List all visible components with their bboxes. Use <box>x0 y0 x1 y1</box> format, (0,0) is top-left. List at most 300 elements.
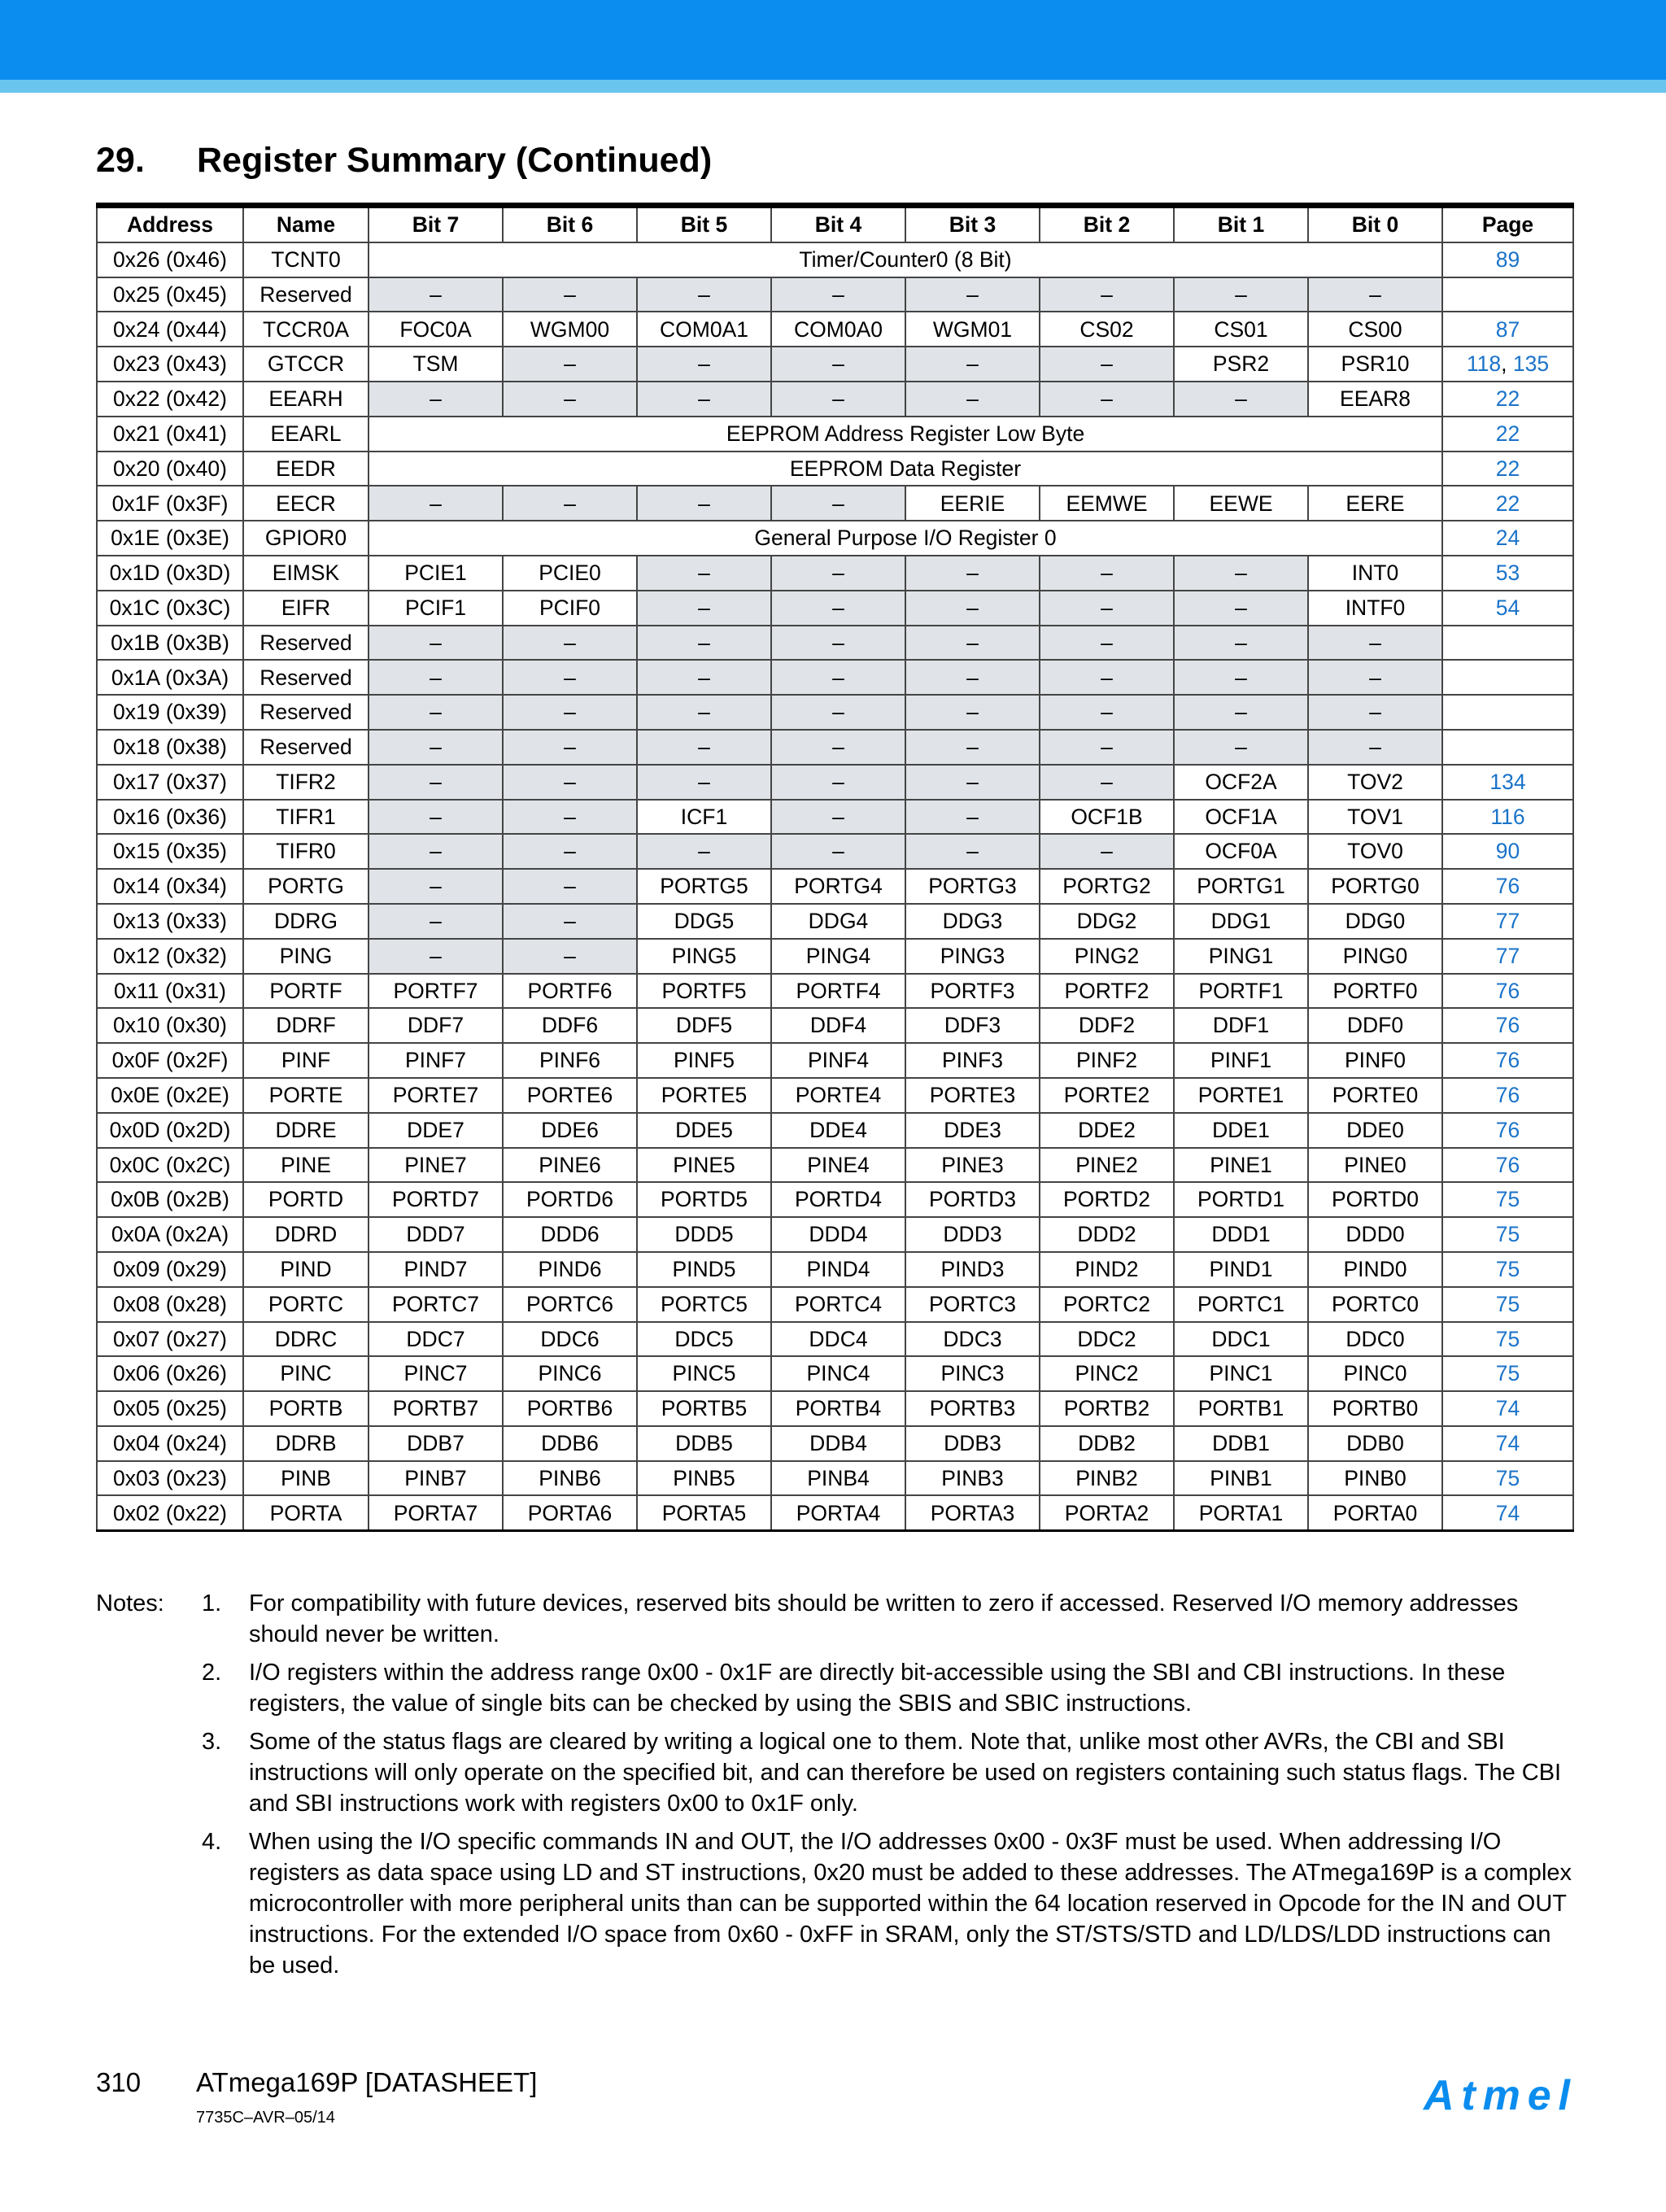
register-name: DDRB <box>243 1426 369 1461</box>
register-name: PING <box>243 939 369 974</box>
bit-cell: ICF1 <box>637 800 771 835</box>
bit-cell: DDE3 <box>905 1113 1040 1148</box>
column-header: Name <box>243 206 369 242</box>
table-row <box>97 486 1573 521</box>
table-row <box>97 417 1573 452</box>
bit-cell: PORTF1 <box>1174 974 1308 1009</box>
page-link[interactable]: 74 <box>1495 1431 1520 1456</box>
bit-cell: PINB4 <box>771 1461 905 1496</box>
bit-cell: PORTD6 <box>503 1182 637 1217</box>
page-link[interactable]: 76 <box>1495 1117 1520 1142</box>
page-link[interactable]: 118 <box>1466 351 1502 377</box>
header-band <box>0 0 1666 80</box>
register-address: 0x26 (0x46) <box>97 242 243 277</box>
bit-cell: PINB1 <box>1174 1461 1308 1496</box>
bit-cell: – <box>771 765 905 800</box>
page-link[interactable]: 76 <box>1495 1083 1520 1108</box>
bit-cell: INT0 <box>1308 556 1442 591</box>
bit-cell: PORTE2 <box>1040 1078 1174 1113</box>
bit-cell: PINF2 <box>1040 1043 1174 1078</box>
table-row <box>97 1078 1573 1113</box>
register-address: 0x20 (0x40) <box>97 452 243 486</box>
register-address: 0x22 (0x42) <box>97 382 243 417</box>
bit-cell: PINC4 <box>771 1356 905 1391</box>
bit-cell: – <box>771 347 905 382</box>
page-ref-cell <box>1442 417 1573 452</box>
bit-cell: PINF3 <box>905 1043 1040 1078</box>
page-link[interactable]: 76 <box>1495 1048 1520 1073</box>
bit-cell: – <box>1040 277 1174 312</box>
bit-cell: – <box>369 660 503 695</box>
bit-cell: PORTC4 <box>771 1287 905 1322</box>
note-number: 3. <box>202 1729 222 1755</box>
register-description: Timer/Counter0 (8 Bit) <box>369 242 1442 277</box>
bit-cell: CS02 <box>1040 312 1174 347</box>
bit-cell: – <box>503 277 637 312</box>
bit-cell: – <box>637 834 771 869</box>
column-header: Bit 3 <box>905 206 1040 242</box>
bit-cell: – <box>771 626 905 661</box>
table-row <box>97 521 1573 556</box>
page-link[interactable]: 75 <box>1495 1291 1520 1316</box>
bit-cell: – <box>503 695 637 730</box>
bit-cell: PINC6 <box>503 1356 637 1391</box>
bit-cell: – <box>1040 626 1174 661</box>
bit-cell: DDD6 <box>503 1217 637 1252</box>
table-row <box>97 660 1573 695</box>
page-ref-cell <box>1442 730 1573 765</box>
register-name: DDRG <box>243 904 369 939</box>
table-row <box>97 1008 1573 1043</box>
page-link[interactable]: 76 <box>1495 978 1520 1003</box>
table-row <box>97 312 1573 347</box>
register-address: 0x1A (0x3A) <box>97 660 243 695</box>
bit-cell: – <box>905 626 1040 661</box>
bit-cell: – <box>637 660 771 695</box>
bit-cell: DDF6 <box>503 1008 637 1043</box>
bit-cell: PORTC0 <box>1308 1287 1442 1322</box>
register-address: 0x1E (0x3E) <box>97 521 243 556</box>
bit-cell: – <box>905 695 1040 730</box>
register-name: TIFR2 <box>243 765 369 800</box>
notes-label: Notes: <box>96 1590 164 1616</box>
bit-cell: PINB6 <box>503 1461 637 1496</box>
page-link[interactable]: 74 <box>1495 1396 1520 1421</box>
bit-cell: PING4 <box>771 939 905 974</box>
table-row <box>97 1217 1573 1252</box>
bit-cell: – <box>503 939 637 974</box>
column-header: Bit 6 <box>503 206 637 242</box>
bit-cell: – <box>905 277 1040 312</box>
bit-cell: – <box>637 556 771 591</box>
page-link[interactable]: 90 <box>1495 839 1520 864</box>
bit-cell: PING0 <box>1308 939 1442 974</box>
register-name: PORTF <box>243 974 369 1009</box>
bit-cell: PORTF3 <box>905 974 1040 1009</box>
register-address: 0x25 (0x45) <box>97 277 243 312</box>
bit-cell: – <box>1174 730 1308 765</box>
table-row <box>97 695 1573 730</box>
bit-cell: PIND2 <box>1040 1252 1174 1287</box>
bit-cell: PINB0 <box>1308 1461 1442 1496</box>
bit-cell: PINE1 <box>1174 1148 1308 1183</box>
page-ref-cell <box>1442 939 1573 974</box>
bit-cell: DDB1 <box>1174 1426 1308 1461</box>
page-link[interactable]: 75 <box>1495 1187 1520 1212</box>
bit-cell: PORTF7 <box>369 974 503 1009</box>
document-title: ATmega169P [DATASHEET] <box>196 2067 538 2097</box>
bit-cell: DDC5 <box>637 1322 771 1357</box>
register-name: PORTA <box>243 1495 369 1530</box>
bit-cell: – <box>905 382 1040 417</box>
page-ref-cell <box>1442 1182 1573 1217</box>
register-address: 0x1D (0x3D) <box>97 556 243 591</box>
bit-cell: PINC0 <box>1308 1356 1442 1391</box>
bit-cell: PINB3 <box>905 1461 1040 1496</box>
bit-cell: PCIF1 <box>369 591 503 626</box>
register-description: General Purpose I/O Register 0 <box>369 521 1442 556</box>
register-name: PINF <box>243 1043 369 1078</box>
page-ref-cell <box>1442 834 1573 869</box>
bit-cell: PORTE3 <box>905 1078 1040 1113</box>
page-link[interactable]: 87 <box>1495 316 1520 342</box>
register-address: 0x19 (0x39) <box>97 695 243 730</box>
register-name: PINE <box>243 1148 369 1183</box>
bit-cell: DDB0 <box>1308 1426 1442 1461</box>
bit-cell: EEMWE <box>1040 486 1174 521</box>
page-ref-cell <box>1442 277 1573 312</box>
register-name: Reserved <box>243 277 369 312</box>
note-text: For compatibility with future devices, reserved bits should be written to zero if accessed. Reserved I/O memory addresses should never be written. <box>249 1590 1519 1647</box>
register-name: PORTE <box>243 1078 369 1113</box>
bit-cell: – <box>503 347 637 382</box>
bit-cell: TOV1 <box>1308 800 1442 835</box>
page-link[interactable]: 116 <box>1490 804 1525 829</box>
bit-cell: PINF5 <box>637 1043 771 1078</box>
register-address: 0x15 (0x35) <box>97 834 243 869</box>
bit-cell: – <box>637 730 771 765</box>
page-link[interactable]: 22 <box>1495 421 1520 446</box>
column-header: Address <box>97 206 243 242</box>
register-name: DDRE <box>243 1113 369 1148</box>
bit-cell: DDG5 <box>637 904 771 939</box>
bit-cell: DDE5 <box>637 1113 771 1148</box>
register-address: 0x02 (0x22) <box>97 1495 243 1530</box>
bit-cell: PORTG5 <box>637 869 771 904</box>
bit-cell: – <box>369 695 503 730</box>
register-name: PINC <box>243 1356 369 1391</box>
bit-cell: DDC4 <box>771 1322 905 1357</box>
bit-cell: – <box>1308 277 1442 312</box>
bit-cell: EEWE <box>1174 486 1308 521</box>
bit-cell: PORTE1 <box>1174 1078 1308 1113</box>
bit-cell: PING3 <box>905 939 1040 974</box>
bit-cell: PIND5 <box>637 1252 771 1287</box>
bit-cell: DDD4 <box>771 1217 905 1252</box>
note-item <box>96 1826 1577 1981</box>
register-name: EEARL <box>243 417 369 452</box>
page-link[interactable]: 135 <box>1512 351 1550 377</box>
page-link[interactable]: 76 <box>1495 874 1520 899</box>
bit-cell: DDB2 <box>1040 1426 1174 1461</box>
page-link[interactable]: 75 <box>1495 1361 1520 1386</box>
table-row <box>97 1043 1573 1078</box>
bit-cell: – <box>503 869 637 904</box>
page-ref-cell <box>1442 1043 1573 1078</box>
bit-cell: – <box>503 486 637 521</box>
bit-cell: PORTG0 <box>1308 869 1442 904</box>
bit-cell: EERIE <box>905 486 1040 521</box>
note-indent <box>96 1657 202 1719</box>
bit-cell: – <box>503 730 637 765</box>
bit-cell: PSR10 <box>1308 347 1442 382</box>
register-address: 0x16 (0x36) <box>97 800 243 835</box>
bit-cell: PINF7 <box>369 1043 503 1078</box>
bit-cell: PINC1 <box>1174 1356 1308 1391</box>
bit-cell: DDC1 <box>1174 1322 1308 1357</box>
bit-cell: DDE6 <box>503 1113 637 1148</box>
page-link[interactable]: 77 <box>1495 943 1520 968</box>
table-row <box>97 1461 1573 1496</box>
page-number: 310 <box>96 2067 142 2097</box>
page-link[interactable]: 22 <box>1495 386 1520 412</box>
table-row <box>97 347 1573 382</box>
bit-cell: – <box>905 800 1040 835</box>
table-row <box>97 730 1573 765</box>
bit-cell: – <box>771 277 905 312</box>
note-text: I/O registers within the address range 0x00 - 0x1F are directly bit-accessible using the SBI and CBI instructions. In these registers, the value of single bits can be checked by using the SBIS and SBIC instructions. <box>249 1660 1506 1717</box>
bit-cell: – <box>369 382 503 417</box>
page-link[interactable]: 77 <box>1495 909 1520 934</box>
register-address: 0x03 (0x23) <box>97 1461 243 1496</box>
register-name: TCNT0 <box>243 242 369 277</box>
page-ref-cell <box>1442 1426 1573 1461</box>
page-link[interactable]: 76 <box>1495 1152 1520 1177</box>
bit-cell: PORTA3 <box>905 1495 1040 1530</box>
bit-cell: – <box>637 765 771 800</box>
register-name: TIFR1 <box>243 800 369 835</box>
bit-cell: CS00 <box>1308 312 1442 347</box>
column-header: Page <box>1442 206 1573 242</box>
bit-cell: – <box>771 556 905 591</box>
bit-cell: PINE2 <box>1040 1148 1174 1183</box>
bit-cell: PIND3 <box>905 1252 1040 1287</box>
bit-cell: – <box>637 347 771 382</box>
page-ref-cell <box>1442 591 1573 626</box>
table-row <box>97 452 1573 486</box>
page-ref-cell <box>1442 1148 1573 1183</box>
bit-cell: – <box>369 869 503 904</box>
bit-cell: PINF1 <box>1174 1043 1308 1078</box>
bit-cell: DDG1 <box>1174 904 1308 939</box>
bit-cell: – <box>503 626 637 661</box>
register-address: 0x14 (0x34) <box>97 869 243 904</box>
bit-cell: OCF0A <box>1174 834 1308 869</box>
bit-cell: OCF1A <box>1174 800 1308 835</box>
note-text: Some of the status flags are cleared by writing a logical one to them. Note that, unlike most other AVRs, the CBI and SBI instructions will only operate on the specified bit, and can therefore be used on registers containing such status flags. The CBI and SBI instructions work with registers 0x00 to 0x1F only. <box>249 1729 1562 1817</box>
bit-cell: PINF0 <box>1308 1043 1442 1078</box>
bit-cell: – <box>637 626 771 661</box>
bit-cell: PORTD0 <box>1308 1182 1442 1217</box>
bit-cell: – <box>1308 626 1442 661</box>
bit-cell: – <box>771 695 905 730</box>
bit-cell: – <box>1040 695 1174 730</box>
bit-cell: PORTD5 <box>637 1182 771 1217</box>
bit-cell: PIND4 <box>771 1252 905 1287</box>
bit-cell: PORTC6 <box>503 1287 637 1322</box>
page-link[interactable]: 53 <box>1495 561 1520 586</box>
bit-cell: – <box>1308 730 1442 765</box>
bit-cell: DDD1 <box>1174 1217 1308 1252</box>
bit-cell: DDE7 <box>369 1113 503 1148</box>
page-link[interactable]: 54 <box>1495 595 1520 620</box>
bit-cell: PORTA4 <box>771 1495 905 1530</box>
table-row <box>97 382 1573 417</box>
bit-cell: CS01 <box>1174 312 1308 347</box>
bit-cell: – <box>369 904 503 939</box>
bit-cell: COM0A1 <box>637 312 771 347</box>
bit-cell: – <box>1308 695 1442 730</box>
note-item <box>96 1588 1577 1650</box>
bit-cell: PORTA5 <box>637 1495 771 1530</box>
bit-cell: PORTB1 <box>1174 1391 1308 1426</box>
note-number: 2. <box>202 1660 222 1686</box>
bit-cell: – <box>905 834 1040 869</box>
note-item <box>96 1726 1577 1819</box>
register-address: 0x0B (0x2B) <box>97 1182 243 1217</box>
table-row <box>97 1287 1573 1322</box>
page-ref-separator: , <box>1501 351 1513 377</box>
section-heading <box>96 143 712 178</box>
bit-cell: PCIE1 <box>369 556 503 591</box>
bit-cell: PORTD3 <box>905 1182 1040 1217</box>
register-address: 0x23 (0x43) <box>97 347 243 382</box>
table-row <box>97 1495 1573 1530</box>
table-row <box>97 1322 1573 1357</box>
bit-cell: PORTF6 <box>503 974 637 1009</box>
page-ref-cell <box>1442 242 1573 277</box>
register-address: 0x1C (0x3C) <box>97 591 243 626</box>
bit-cell: PORTG3 <box>905 869 1040 904</box>
bit-cell: – <box>369 939 503 974</box>
bit-cell: PORTB4 <box>771 1391 905 1426</box>
bit-cell: DDE4 <box>771 1113 905 1148</box>
bit-cell: – <box>1174 277 1308 312</box>
bit-cell: PORTD2 <box>1040 1182 1174 1217</box>
bit-cell: – <box>503 800 637 835</box>
register-name: PIND <box>243 1252 369 1287</box>
page-link[interactable]: 76 <box>1495 1013 1520 1038</box>
bit-cell: PORTA0 <box>1308 1495 1442 1530</box>
bit-cell: PORTD4 <box>771 1182 905 1217</box>
bit-cell: PORTC5 <box>637 1287 771 1322</box>
page-link[interactable]: 24 <box>1495 526 1520 551</box>
bit-cell: PORTE7 <box>369 1078 503 1113</box>
page-ref-cell <box>1442 312 1573 347</box>
bit-cell: PORTC2 <box>1040 1287 1174 1322</box>
register-address: 0x06 (0x26) <box>97 1356 243 1391</box>
bit-cell: – <box>503 382 637 417</box>
page-ref-cell <box>1442 869 1573 904</box>
table-row <box>97 765 1573 800</box>
bit-cell: – <box>369 800 503 835</box>
page-ref-cell <box>1442 660 1573 695</box>
register-name: TCCR0A <box>243 312 369 347</box>
bit-cell: PINE5 <box>637 1148 771 1183</box>
table-row <box>97 1182 1573 1217</box>
page-link[interactable]: 75 <box>1495 1257 1520 1282</box>
bit-cell: – <box>771 382 905 417</box>
page-link[interactable]: 89 <box>1495 247 1520 272</box>
bit-cell: PIND1 <box>1174 1252 1308 1287</box>
bit-cell: DDD7 <box>369 1217 503 1252</box>
table-row <box>97 939 1573 974</box>
register-name: EIMSK <box>243 556 369 591</box>
table-row <box>97 1426 1573 1461</box>
bit-cell: – <box>905 591 1040 626</box>
bit-cell: – <box>1174 626 1308 661</box>
bit-cell: – <box>771 834 905 869</box>
register-address: 0x1F (0x3F) <box>97 486 243 521</box>
register-address: 0x0A (0x2A) <box>97 1217 243 1252</box>
page-link[interactable]: 75 <box>1495 1326 1520 1351</box>
register-name: DDRF <box>243 1008 369 1043</box>
register-name: PORTC <box>243 1287 369 1322</box>
bit-cell: DDC3 <box>905 1322 1040 1357</box>
bit-cell: PORTG2 <box>1040 869 1174 904</box>
table-row <box>97 1148 1573 1183</box>
bit-cell: PIND7 <box>369 1252 503 1287</box>
bit-cell: – <box>1174 382 1308 417</box>
bit-cell: COM0A0 <box>771 312 905 347</box>
register-description: EEPROM Address Register Low Byte <box>369 417 1442 452</box>
note-number: 4. <box>202 1829 222 1855</box>
table-row <box>97 591 1573 626</box>
table-row <box>97 1391 1573 1426</box>
document-code: 7735C–AVR–05/14 <box>196 2109 335 2127</box>
bit-cell: – <box>1174 591 1308 626</box>
bit-cell: PORTC7 <box>369 1287 503 1322</box>
table-row <box>97 1252 1573 1287</box>
bit-cell: PSR2 <box>1174 347 1308 382</box>
bit-cell: PCIF0 <box>503 591 637 626</box>
page-link[interactable]: 75 <box>1495 1465 1520 1490</box>
table-row <box>97 242 1573 277</box>
page-link[interactable]: 75 <box>1495 1222 1520 1247</box>
bit-cell: – <box>1174 660 1308 695</box>
bit-cell: DDF0 <box>1308 1008 1442 1043</box>
page-link[interactable]: 22 <box>1495 491 1520 516</box>
page-ref-cell <box>1442 1078 1573 1113</box>
bit-cell: – <box>905 660 1040 695</box>
bit-cell: PORTE5 <box>637 1078 771 1113</box>
bit-cell: DDD3 <box>905 1217 1040 1252</box>
register-address: 0x09 (0x29) <box>97 1252 243 1287</box>
bit-cell: – <box>503 660 637 695</box>
page-link[interactable]: 74 <box>1495 1500 1520 1525</box>
atmel-logo <box>1422 2072 1572 2119</box>
bit-cell: DDB5 <box>637 1426 771 1461</box>
bit-cell: – <box>369 277 503 312</box>
page-link[interactable]: 134 <box>1489 769 1526 794</box>
note-text: When using the I/O specific commands IN and OUT, the I/O addresses 0x00 - 0x3F must be used. When addressing I/O registers as data space using LD and ST instructions, 0x20 must be added to these addresses. The ATmega169P is a complex microcontroller with more peripheral units than can be supported within the 64 location reserved in Opcode for the IN and OUT instructions. For the extended I/O space from 0x60 - 0xFF in SRAM, only the ST/STS/STD and LD/LDS/LDD instructions can be used. <box>249 1829 1572 1979</box>
page-ref-cell <box>1442 1287 1573 1322</box>
bit-cell: – <box>1308 660 1442 695</box>
bit-cell: PORTC3 <box>905 1287 1040 1322</box>
page-link[interactable]: 22 <box>1495 456 1520 481</box>
bit-cell: PINE4 <box>771 1148 905 1183</box>
bit-cell: PCIE0 <box>503 556 637 591</box>
